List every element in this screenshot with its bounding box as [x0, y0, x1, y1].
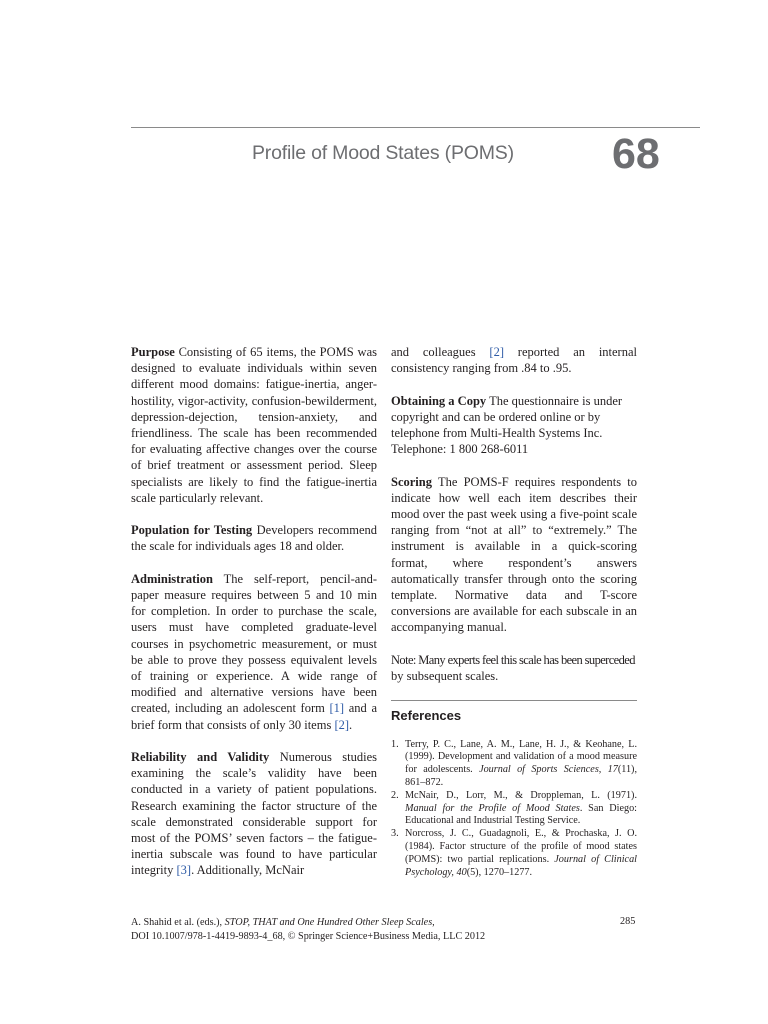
note-section	[391, 652, 637, 684]
reliability-continued	[391, 344, 637, 376]
administration-text: The self-report, pencil-and-paper measure requires between 5 and 10 min for completion. In order to purchase the scale, users must have completed graduate-level courses in psychometric measurement, or must be able to prove they possess equivalent levels of training or experience. A wide range of modified and alternative versions have been created, including an adolescent form	[131, 571, 377, 716]
purpose-heading: Purpose	[131, 345, 175, 359]
obtaining-heading: Obtaining a Copy	[391, 393, 487, 408]
continued-text: and colleagues	[391, 345, 476, 359]
population-section	[131, 522, 377, 554]
scoring-section	[391, 474, 637, 636]
population-heading: Population for Testing	[131, 523, 253, 538]
citation-link-2[interactable]: [2]	[334, 717, 350, 732]
reference-item	[391, 790, 637, 828]
obtaining-section	[391, 393, 637, 458]
reference-number: 3.	[391, 828, 399, 840]
obtaining-text: The questionnaire is under copyright and can be ordered online or by telephone from Multi-Health Systems Inc.	[391, 393, 623, 440]
note-line-2: by subsequent scales.	[391, 669, 499, 684]
reliability-text: Numerous studies examining the scale’s validity have been conducted in a variety of patient populations. Research examining the factor structure of the scale demonstrated considerable support for most of the POMS’ seven factors – the fatigue-inertia subscale was found to have particular integrity	[131, 750, 377, 878]
footer-book-title: STOP, THAT and One Hundred Other Sleep Scales,	[224, 917, 435, 928]
right-column	[391, 344, 637, 879]
citation-link-2b[interactable]: [2]	[489, 345, 504, 359]
reliability-section	[131, 749, 377, 879]
reliability-text-end: . Additionally, McNair	[191, 863, 305, 878]
footer-authors: A. Shahid et al. (eds.),	[131, 917, 223, 928]
reference-journal: Manual for the Profile of Mood States	[405, 802, 580, 814]
reliability-heading: Reliability and Validity	[131, 750, 270, 765]
references-list	[391, 739, 637, 880]
reference-text: Terry, P. C., Lane, A. M., Lane, H. J., & Keohane, L. (1999). Development and validation of a mood measure for adolescents.	[405, 738, 637, 776]
reference-text-end: . San Diego: Educational and Industrial Testing Service.	[405, 802, 638, 827]
population-text: Developers recommend the scale for individuals ages 18 and older.	[131, 523, 377, 554]
reference-item	[391, 828, 637, 879]
citation-link-1[interactable]: [1]	[329, 701, 345, 716]
chapter-title: Profile of Mood States (POMS)	[252, 142, 514, 164]
continued-text-end: reported an internal consistency ranging from .84 to .95.	[391, 345, 637, 376]
page-number: 285	[620, 916, 636, 927]
reference-number: 1.	[391, 738, 399, 750]
reference-number: 2.	[391, 789, 399, 801]
chapter-header-rule	[131, 127, 700, 128]
administration-heading: Administration	[131, 571, 213, 586]
telephone-text: Telephone: 1 800 268-6011	[391, 442, 529, 457]
reference-item	[391, 739, 637, 790]
purpose-section	[131, 344, 377, 506]
reference-text: Norcross, J. C., Guadagnoli, E., & Prochaska, J. O. (1984). Factor structure of the profile of mood states (POMS): two partial replications.	[405, 828, 637, 865]
references-rule	[391, 700, 637, 701]
administration-text-end: .	[349, 717, 353, 732]
reference-text-end: (5), 1270–1277.	[466, 866, 533, 878]
scoring-text: The POMS-F requires respondents to indicate how well each item describes their mood over the past week using a five-point scale ranging from “not at all” to “extremely.” The instrument is available in a quick-scoring format, where respondent’s answers automatically transfer through onto the scoring template. Normative data and T-score conversions are available for each subscale in an accompanying manual.	[391, 474, 637, 635]
reference-journal: Journal of Sports Sciences, 17	[479, 764, 618, 776]
purpose-text: Consisting of 65 items, the POMS was designed to evaluate individuals within seven different mood domains: fatigue-inertia, anger-hostility, vigor-activity, confusion-bewilderment, depression-dejection, tension-anxiety, and friendliness. The scale has been recommended for evaluating affective changes over the course of brief treatment or assessment period. Sleep specialists are likely to find the fatigue-inertia scale particularly relevant.	[131, 345, 377, 505]
left-column	[131, 344, 377, 895]
reference-text: McNair, D., Lorr, M., & Droppleman, L. (1971).	[405, 789, 637, 801]
citation-link-3[interactable]: [3]	[176, 863, 192, 878]
references-title: References	[391, 708, 462, 724]
note-line-1: Note: Many experts feel this scale has been superceded	[391, 652, 635, 667]
chapter-number: 68	[612, 130, 660, 178]
administration-section	[131, 571, 377, 733]
footer-doi: DOI 10.1007/978-1-4419-9893-4_68, © Springer Science+Business Media, LLC 2012	[131, 930, 486, 942]
reference-text-end: (11), 861–872.	[405, 764, 638, 788]
reference-journal: Journal of Clinical Psychology, 40	[405, 853, 637, 878]
administration-text-cont: and a brief form that consists of only 30 items	[131, 701, 377, 732]
footer-citation	[131, 916, 638, 930]
page-footer	[131, 916, 638, 943]
scoring-heading: Scoring	[391, 474, 432, 489]
